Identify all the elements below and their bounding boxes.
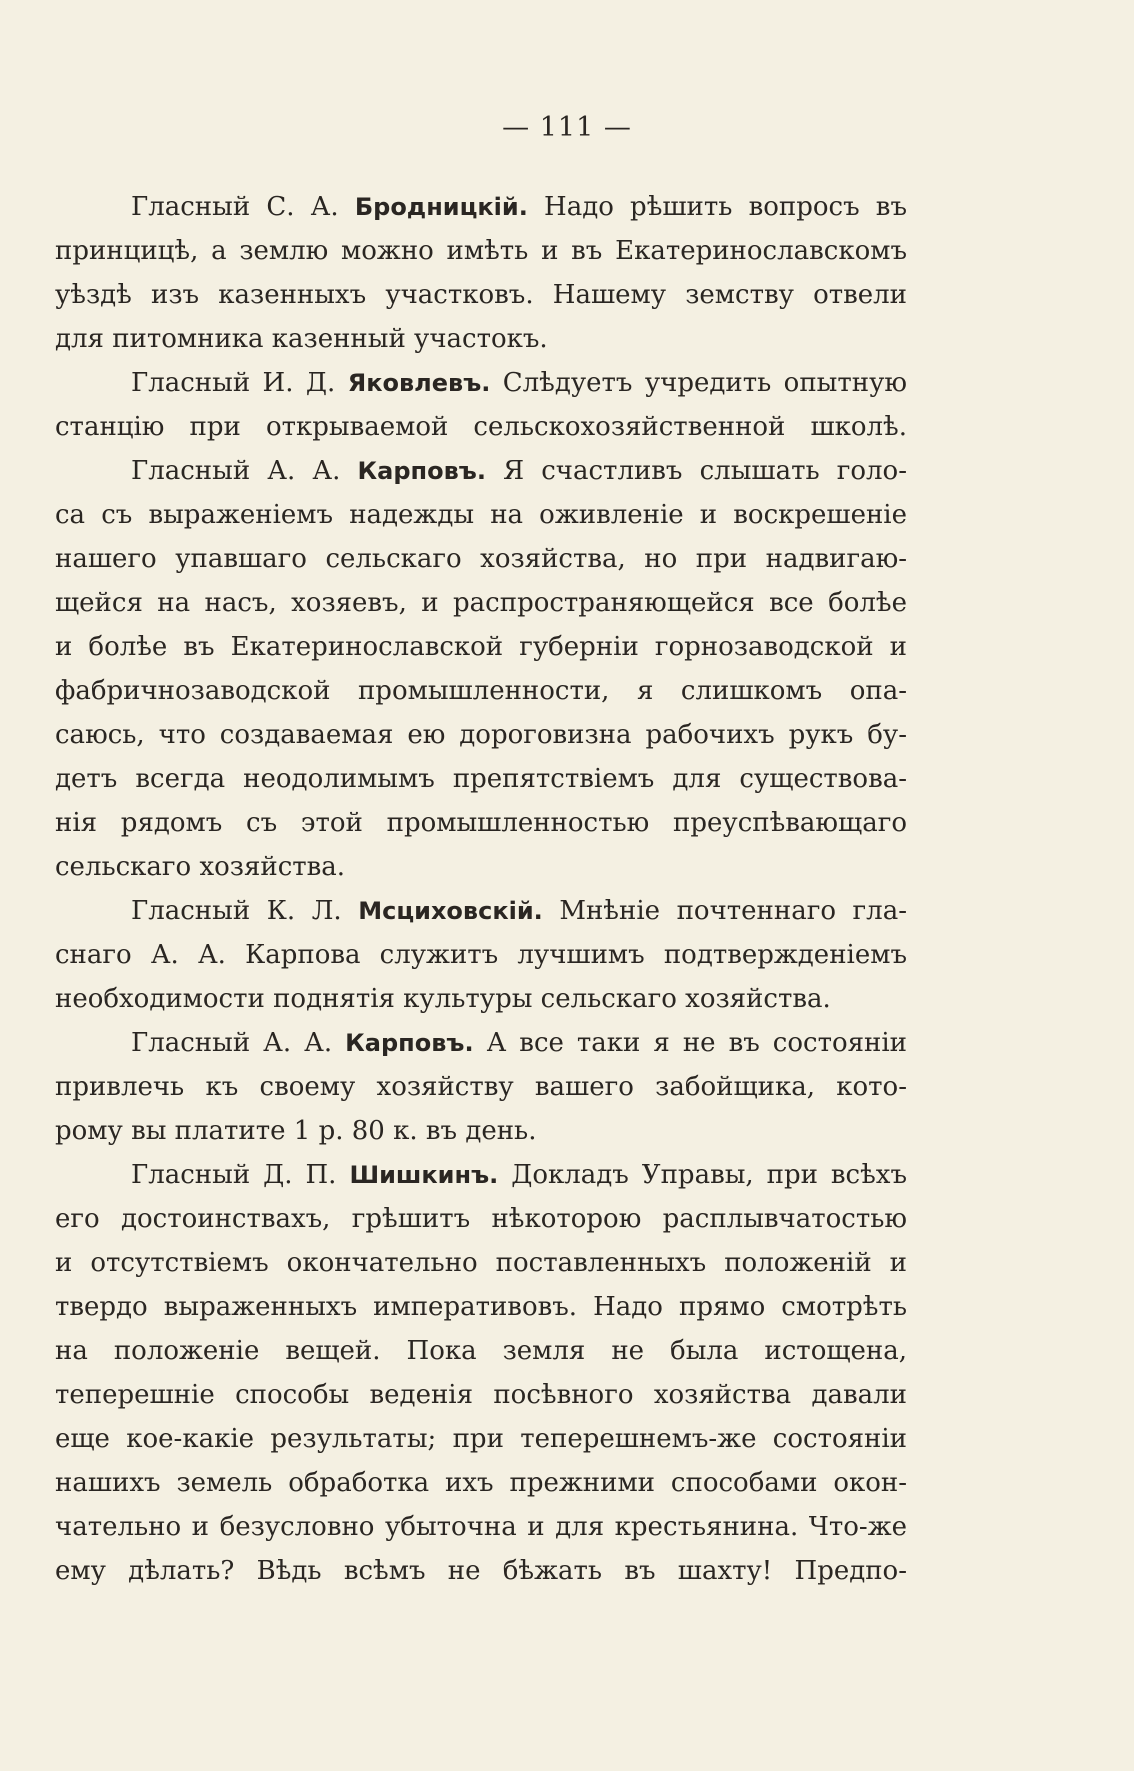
text-line: принцицѣ, а землю можно имѣть и въ Екатеринославскомъ: [55, 236, 907, 266]
text-line: и болѣе въ Екатеринославской губерніи горнозаводской и: [55, 632, 907, 662]
text-line: фабричнозаводской промышленности, я слишкомъ опа-: [55, 676, 907, 706]
speaker-name: Бродницкій.: [354, 193, 528, 221]
text-line: уѣздѣ изъ казенныхъ участковъ. Нашему земству отвели: [55, 280, 907, 310]
text-line: Гласный А. А. Карповъ. Я счастливъ слышать голо-: [131, 456, 907, 486]
speaker-name: Карповъ.: [345, 1029, 474, 1057]
speaker-name: Карповъ.: [357, 457, 486, 485]
text-line: снаго А. А. Карпова служитъ лучшимъ подтвержденіемъ: [55, 940, 907, 970]
text-line: на положеніе вещей. Пока земля не была истощена,: [55, 1336, 907, 1366]
text-line: рому вы платите 1 р. 80 к. въ день.: [55, 1116, 537, 1146]
text-line: твердо выраженныхъ императивовъ. Надо прямо смотрѣть: [55, 1292, 907, 1322]
text-line: Гласный И. Д. Яковлевъ. Слѣдуетъ учредить опытную: [131, 368, 908, 398]
text-line: для питомника казенный участокъ.: [55, 324, 548, 354]
text-line: Гласный А. А. Карповъ. А все таки я не въ состояніи: [131, 1028, 907, 1058]
text-line: Гласный Д. П. Шишкинъ. Докладъ Управы, при всѣхъ: [131, 1160, 908, 1190]
text-line: нашихъ земель обработка ихъ прежними способами окон-: [55, 1468, 907, 1498]
text-line: привлечь къ своему хозяйству вашего забойщика, кото-: [55, 1072, 907, 1102]
text-line: теперешніе способы веденія посѣвного хозяйства давали: [55, 1380, 907, 1410]
text-line: щейся на насъ, хозяевъ, и распространяющейся все болѣе: [55, 588, 907, 618]
text-line: необходимости поднятія культуры сельскаго хозяйства.: [55, 984, 831, 1014]
text-line: саюсь, что создаваемая ею дороговизна рабочихъ рукъ бу-: [55, 720, 907, 750]
text-line: ему дѣлать? Вѣдь всѣмъ не бѣжать въ шахту! Предпо-: [55, 1556, 907, 1586]
speaker-name: Шишкинъ.: [349, 1161, 499, 1189]
text-line: Гласный К. Л. Мсциховскій. Мнѣніе почтеннаго гла-: [131, 896, 907, 926]
text-line: Гласный С. А. Бродницкій. Надо рѣшить вопросъ въ: [131, 192, 907, 222]
text-line: чательно и безусловно убыточна и для крестьянина. Что-же: [55, 1512, 907, 1542]
text-line: са съ выраженіемъ надежды на оживленіе и воскрешеніе: [55, 500, 907, 530]
page-number: — 111 —: [502, 112, 632, 143]
text-line: его достоинствахъ, грѣшитъ нѣкоторою расплывчатостью: [55, 1204, 907, 1234]
text-line: нашего упавшаго сельскаго хозяйства, но при надвигаю-: [55, 544, 907, 574]
text-line: еще кое-какіе результаты; при теперешнемъ-же состояніи: [55, 1424, 907, 1454]
text-line: и отсутствіемъ окончательно поставленныхъ положеній и: [55, 1248, 907, 1278]
text-line: детъ всегда неодолимымъ препятствіемъ для существова-: [55, 764, 907, 794]
text-line: сельскаго хозяйства.: [55, 852, 346, 882]
speaker-name: Яковлевъ.: [347, 369, 491, 397]
speaker-name: Мсциховскій.: [358, 897, 543, 925]
text-line: станцію при открываемой сельскохозяйственной школѣ.: [55, 412, 907, 442]
text-line: нія рядомъ съ этой промышленностью преуспѣвающаго: [55, 808, 907, 838]
